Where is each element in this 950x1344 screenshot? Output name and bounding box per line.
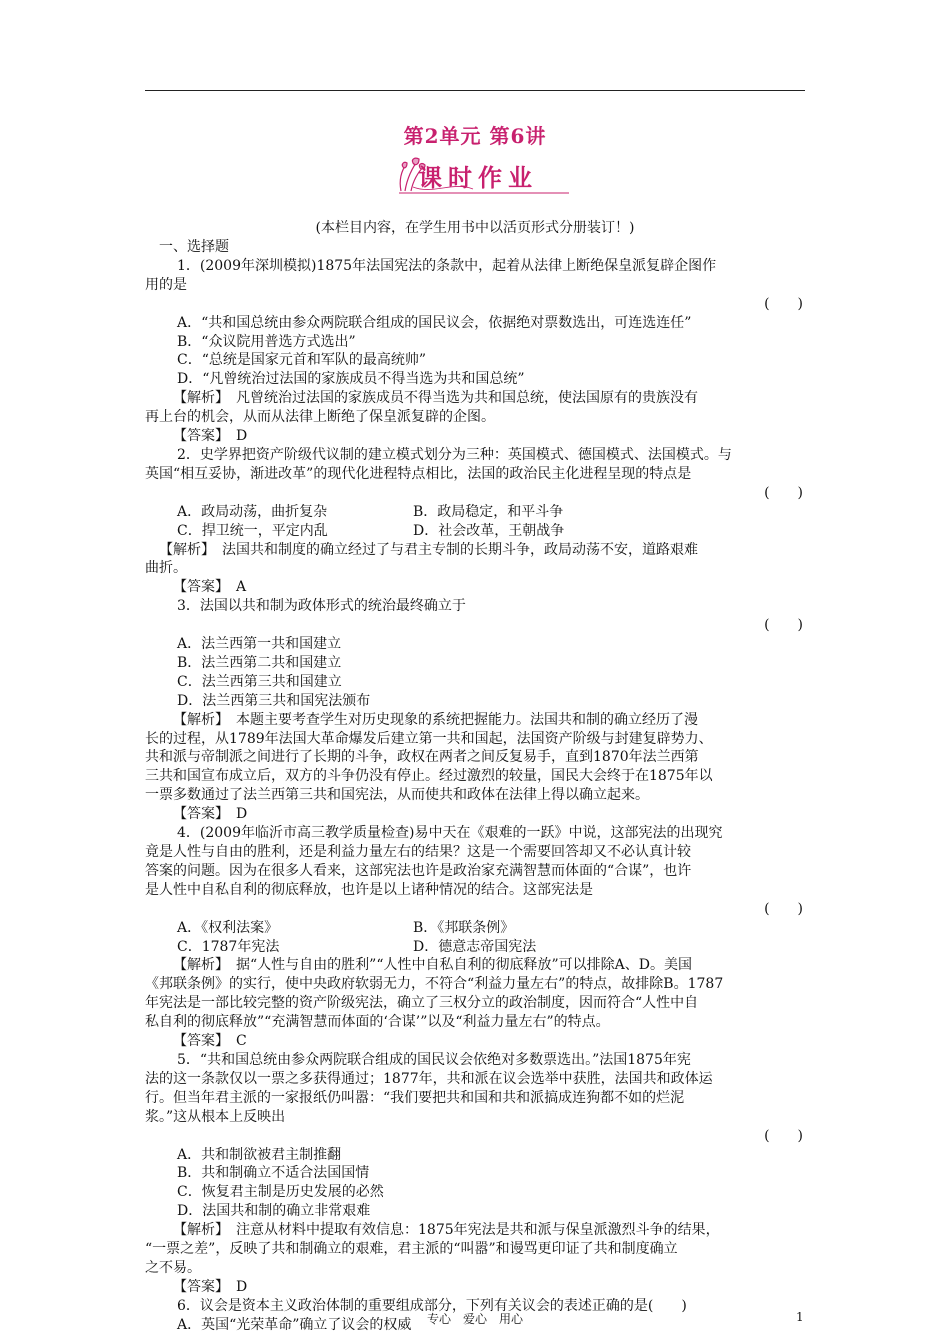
header-rule: [145, 90, 805, 91]
text-line: C．“总统是国家元首和军队的最高统帅”: [177, 352, 427, 369]
option-text: D．德意志帝国宪法: [413, 938, 537, 955]
text-line: “一票之差”，反映了共和制确立的艰难，君主派的“叫嚣”和谩骂更印证了共和制度确立: [145, 1241, 678, 1258]
answer-blank: ( ): [764, 295, 803, 312]
text-line: 年宪法是一部比较完整的资产阶级宪法，确立了三权分立的政治制度，因而符合“人性中自: [145, 995, 699, 1012]
answer-blank: ( ): [764, 1127, 803, 1144]
text-line: A．共和制欲被君主制推翻: [177, 1146, 342, 1163]
text-line: C．恢复君主制是历史发展的必然: [177, 1184, 384, 1201]
homework-banner: 课时作业: [418, 163, 538, 192]
text-line: A．法兰西第一共和国建立: [177, 636, 342, 653]
text-line: 【解析】 凡曾统治过法国的家族成员不得当选为共和国总统，使法国原有的贵族没有: [173, 390, 698, 407]
option-text: D．社会改革，王朝战争: [413, 522, 565, 539]
text-line: 曲折。: [145, 560, 187, 577]
text-line: 私自利的彻底释放”“充满智慧而体面的‘合谋’”以及“利益力量左右”的特点。: [145, 1014, 610, 1031]
text-line: 【解析】 注意从材料中提取有效信息：1875年宪法是共和派与保皇派激烈斗争的结果，: [173, 1222, 720, 1239]
page-number: 1: [796, 1310, 804, 1324]
text-line: 三共和国宣布成立后，双方的斗争仍没有停止。经过激烈的较量，国民大会终于在1875年以: [145, 768, 713, 785]
option-row: [145, 919, 805, 938]
question-content: [145, 238, 805, 1335]
text-line: A．英国“光荣革命”确立了议会的权威: [177, 1316, 412, 1333]
option-row: [145, 522, 805, 541]
text-line: 【答案】 D: [173, 806, 248, 823]
text-line: 行。但当年君主派的一家报纸仍叫嚣：“我们要把共和国和共和派搞成连狗都不如的烂泥: [145, 1089, 685, 1106]
text-line: 4．(2009年临沂市高三教学质量检查)易中天在《艰难的一跃》中说，这部宪法的出现究: [177, 825, 723, 842]
option-row: [145, 503, 805, 522]
text-line: 【解析】 法国共和制度的确立经过了与君主专制的长期斗争，政局动荡不安，道路艰难: [159, 541, 698, 558]
page-footer: 专心 爱心 用心: [426, 1312, 523, 1326]
question-lines: [145, 257, 805, 1335]
text-line: 共和派与帝制派之间进行了长期的斗争，政权在两者之间反复易手，直到1870年法兰西第: [145, 749, 699, 766]
text-line: 6．议会是资本主义政治体制的重要组成部分，下列有关议会的表述正确的是( ): [177, 1297, 687, 1314]
text-line: C．法兰西第三共和国建立: [177, 673, 342, 690]
text-line: 【答案】 D: [173, 428, 248, 445]
text-line: 【解析】 据“人性与自由的胜利”“人性中自私自利的彻底释放”可以排除A、D。美国: [173, 957, 692, 974]
text-line: 浆。”这从根本上反映出: [145, 1108, 286, 1125]
text-line: 法的这一条款仅以一票之多获得通过；1877年，共和派在议会选举中获胜，法国共和政体运: [145, 1070, 713, 1087]
text-line: 5．“共和国总统由参众两院联合组成的国民议会依绝对多数票选出。”法国1875年宪: [177, 1051, 691, 1068]
option-text: B．政局稳定，和平斗争: [413, 503, 564, 520]
text-line: 长的过程，从1789年法国大革命爆发后建立第一共和国起，法国资产阶级与封建复辟势力、: [145, 730, 713, 747]
option-text: C．1787年宪法: [177, 938, 280, 955]
text-line: 2．史学界把资产阶级代议制的建立模式划分为三种：英国模式、德国模式、法国模式。与: [177, 446, 732, 463]
text-line: 之不易。: [145, 1259, 201, 1276]
answer-blank: ( ): [764, 900, 803, 917]
option-text: C．捍卫统一，平定内乱: [177, 522, 328, 539]
text-line: 答案的问题。因为在很多人看来，这部宪法也许是政治家充满智慧而体面的“合谋”，也许: [145, 862, 692, 879]
text-line: D．法兰西第三共和国宪法颁布: [177, 692, 371, 709]
text-line: 《邦联条例》的实行，使中央政府软弱无力，不符合“利益力量左右”的特点，故排除B。1787: [145, 976, 724, 993]
text-line: 是人性中自私自利的彻底释放，也许是以上诸种情况的结合。这部宪法是: [145, 881, 593, 898]
text-line: 用的是: [145, 276, 187, 293]
text-line: 【答案】 D: [173, 1278, 248, 1295]
text-line: 英国“相互妥协，渐进改革”的现代化进程特点相比，法国的政治民主化进程呈现的特点是: [145, 465, 692, 482]
answer-blank: ( ): [764, 484, 803, 501]
text-line: B．共和制确立不适合法国国情: [177, 1165, 370, 1182]
text-line: 【解析】 本题主要考查学生对历史现象的系统把握能力。法国共和制的确立经历了漫: [173, 711, 698, 728]
text-line: 竟是人性与自由的胜利，还是利益力量左右的结果？这是一个需要回答却又不必认真计较: [145, 844, 691, 860]
answer-blank: ( ): [764, 617, 803, 634]
text-line: B．法兰西第二共和国建立: [177, 654, 342, 671]
section-heading: 一、选择题: [159, 239, 229, 255]
binding-note: (本栏目内容，在学生用书中以活页形式分册装订！): [315, 220, 635, 236]
page-title: 第2单元 第6讲: [403, 124, 547, 148]
text-line: D．“凡曾统治过法国的家族成员不得当选为共和国总统”: [177, 371, 525, 388]
text-line: B．“众议院用普选方式选出”: [177, 333, 356, 350]
option-row: [145, 938, 805, 957]
text-line: 3．法国以共和制为政体形式的统治最终确立于: [177, 598, 466, 615]
text-line: 一票多数通过了法兰西第三共和国宪法，从而使共和政体在法律上得以确立起来。: [145, 787, 649, 804]
text-line: 【答案】 A: [173, 579, 247, 596]
option-text: A．政局动荡，曲折复杂: [177, 503, 328, 520]
text-line: D．法国共和制的确立非常艰难: [177, 1203, 371, 1220]
text-line: 1．(2009年深圳模拟)1875年法国宪法的条款中，起着从法律上断绝保皇派复辟企图作: [177, 257, 717, 274]
option-text: B．《邦联条例》: [413, 919, 515, 936]
option-text: A．《权利法案》: [177, 919, 279, 936]
text-line: A．“共和国总统由参众两院联合组成的国民议会，依据绝对票数选出，可连选连任”: [177, 314, 692, 331]
text-line: 再上台的机会，从而从法律上断绝了保皇派复辟的企图。: [145, 409, 495, 426]
text-line: 【答案】 C: [173, 1033, 247, 1050]
